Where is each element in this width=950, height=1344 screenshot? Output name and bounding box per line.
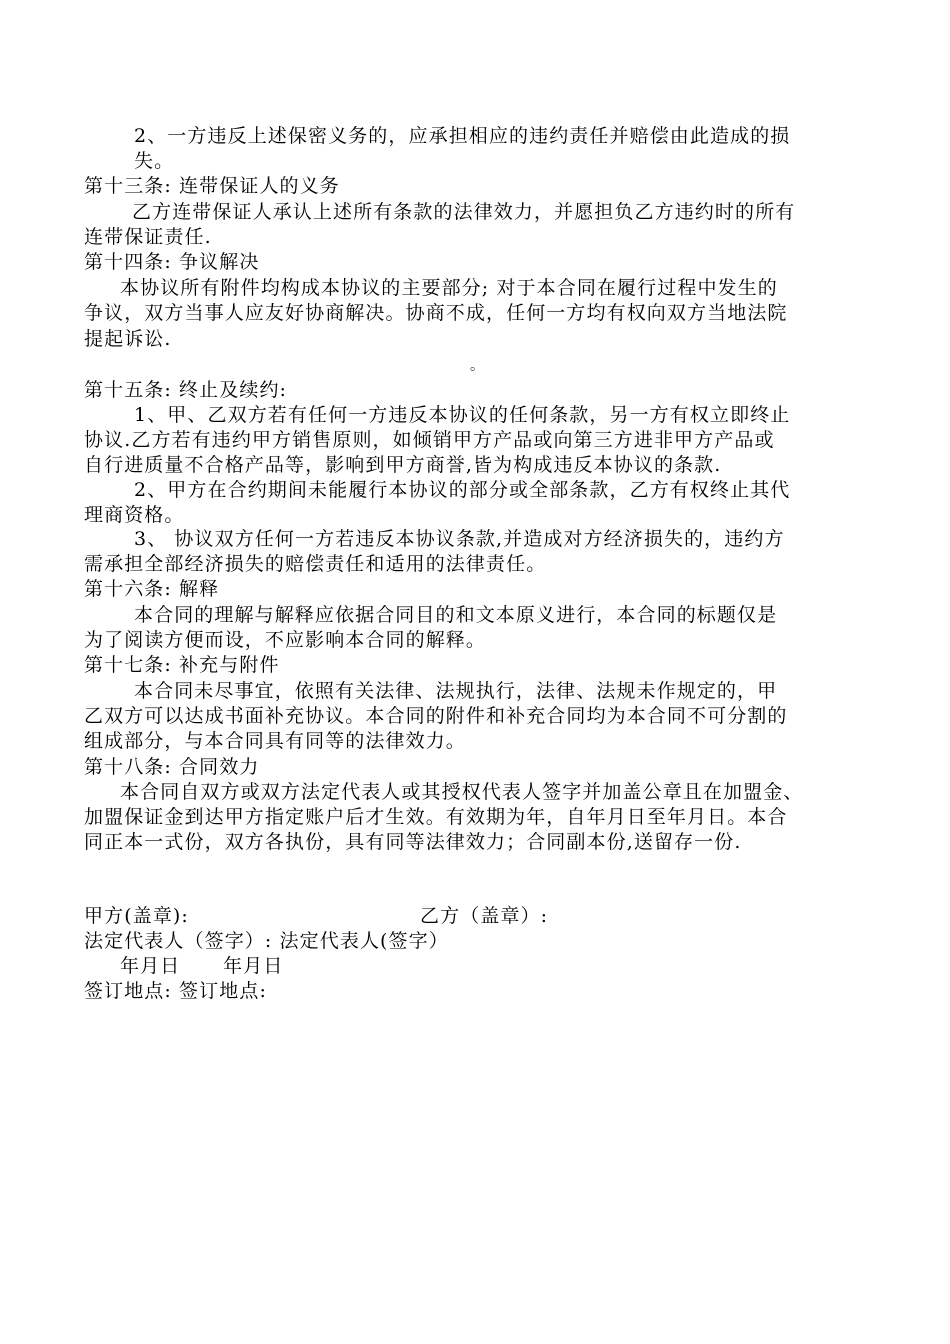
clause-17-heading: 第十七条: 补充与附件 xyxy=(84,654,280,676)
clause-13-heading: 第十三条: 连带保证人的义务 xyxy=(84,175,340,197)
clause-15-item-1-line-2: 协议.乙方若有违约甲方销售原则，如倾销甲方产品或向第三方进非甲方产品或 xyxy=(84,429,775,451)
clause-17-body-line-1: 本合同未尽事宜，依照有关法律、法规执行，法律、法规未作规定的，甲 xyxy=(134,680,778,702)
clause-15-item-1-line-3: 自行进质量不合格产品等，影响到甲方商誉,皆为构成违反本协议的条款. xyxy=(84,454,722,476)
clause-17-body-line-2: 乙双方可以达成书面补充协议。本合同的附件和补充合同均为本合同不可分割的 xyxy=(84,705,788,727)
clause-18-body-line-2: 加盟保证金到达甲方指定账户后才生效。有效期为年，自年月日至年月日。本合 xyxy=(84,806,788,828)
stray-period: 。 xyxy=(470,358,486,374)
signing-place-line: 签订地点: 签订地点: xyxy=(84,980,267,1002)
clause-12-item-2-line-1: 2、一方违反上述保密义务的，应承担相应的违约责任并赔偿由此造成的损 xyxy=(134,125,791,147)
party-b-seal-label: 乙方（盖章）: xyxy=(420,905,549,927)
signing-date-line: 年月日 年月日 xyxy=(120,955,284,977)
clause-15-heading: 第十五条: 终止及续约: xyxy=(84,379,288,401)
clause-16-heading: 第十六条: 解释 xyxy=(84,578,220,600)
clause-14-body-line-2: 争议，双方当事人应友好协商解决。协商不成，任何一方均有权向双方当地法院 xyxy=(84,302,788,324)
clause-14-body-line-3: 提起诉讼. xyxy=(84,328,172,350)
clause-15-item-2-line-1: 2、甲方在合约期间未能履行本协议的部分或全部条款，乙方有权终止其代 xyxy=(134,479,791,501)
clause-15-item-1-line-1: 1、甲、乙双方若有任何一方违反本协议的任何条款，另一方有权立即终止 xyxy=(134,404,791,426)
party-a-seal-label: 甲方(盖章): xyxy=(84,905,189,927)
clause-16-body-line-1: 本合同的理解与解释应依据合同目的和文本原义进行，本合同的标题仅是 xyxy=(134,604,778,626)
clause-18-body-line-1: 本合同自双方或双方法定代表人或其授权代表人签字并加盖公章且在加盟金、 xyxy=(120,781,804,803)
clause-13-body-line-2: 连带保证责任. xyxy=(84,226,212,248)
clause-17-body-line-3: 组成部分，与本合同具有同等的法律效力。 xyxy=(84,730,466,752)
clause-15-item-3-line-2: 需承担全部经济损失的赔偿责任和适用的法律责任。 xyxy=(84,553,547,575)
clause-15-item-3-line-1: 3、 协议双方任何一方若违反本协议条款,并造成对方经济损失的，违约方 xyxy=(134,528,785,550)
legal-representative-line: 法定代表人（签字）: 法定代表人(签字） xyxy=(84,930,449,952)
clause-14-body-line-1: 本协议所有附件均构成本协议的主要部分; 对于本合同在履行过程中发生的 xyxy=(120,277,778,299)
clause-18-body-line-3: 同正本一式份，双方各执份，具有同等法律效力；合同副本份,送留存一份. xyxy=(84,831,742,853)
clause-12-item-2-line-2: 失。 xyxy=(134,150,175,172)
clause-15-item-2-line-2: 理商资格。 xyxy=(84,504,185,526)
clause-18-heading: 第十八条: 合同效力 xyxy=(84,756,260,778)
clause-14-heading: 第十四条: 争议解决 xyxy=(84,251,260,273)
clause-16-body-line-2: 为了阅读方便而设，不应影响本合同的解释。 xyxy=(84,629,487,651)
clause-13-body-line-1: 乙方连带保证人承认上述所有条款的法律效力，并愿担负乙方违约时的所有 xyxy=(132,201,796,223)
